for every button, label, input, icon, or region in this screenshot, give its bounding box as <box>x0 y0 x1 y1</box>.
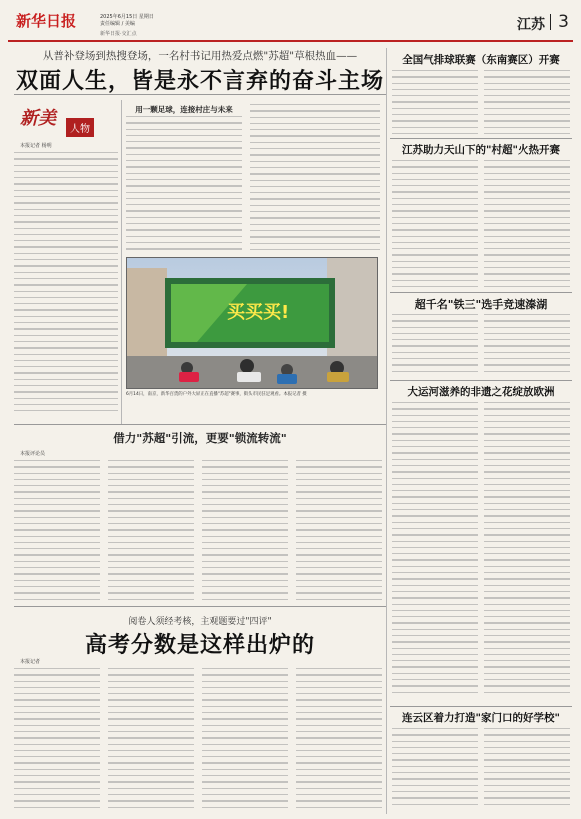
lead-kicker: 从普补登场到热搜登场，一名村书记用热爱点燃"苏超"草根热血—— <box>42 50 358 62</box>
lead-column-2 <box>126 116 242 254</box>
exam-column-2 <box>108 668 194 812</box>
exam-headline[interactable]: 高考分数是这样出炉的 <box>84 632 315 658</box>
banner-text: 买买买! <box>227 302 290 323</box>
street-screen-photo[interactable] <box>126 257 378 389</box>
mid-headline[interactable]: 借力"苏超"引流，更要"锁流转流" <box>113 431 287 445</box>
lead-subhead: 用一颗足球，连接村庄与未来 <box>135 105 233 114</box>
mid-column-4 <box>296 460 382 600</box>
mid-byline: 本报评论员 <box>20 451 46 457</box>
right-story-4-col-2 <box>484 402 570 704</box>
mid-column-3 <box>202 460 288 600</box>
divider <box>390 380 572 381</box>
exam-kicker: 阅卷人须经考核，主观题要过"四评" <box>128 617 272 627</box>
main-column-rule <box>386 48 387 814</box>
right-story-5-col-2 <box>484 728 570 812</box>
exam-column-3 <box>202 668 288 812</box>
right-story-2-headline[interactable]: 江苏助力天山下的"村超"火热开赛 <box>402 144 560 156</box>
divider <box>14 606 386 607</box>
newspaper-logo[interactable]: 新华日报 <box>16 12 77 30</box>
photo-caption: 6月14日，南京，新华百货的户外大屏正在直播"苏超"赛事，街头市民驻足观看。本报记者 摄 <box>126 392 307 397</box>
column-rule <box>121 100 122 424</box>
right-story-3-headline[interactable]: 超千名"铁三"选手竞速溱湖 <box>414 298 548 311</box>
lead-column-3 <box>250 104 380 254</box>
divider <box>14 424 386 425</box>
edition-line: 责任编辑 / 美编 <box>100 21 135 27</box>
lead-column-1 <box>14 152 118 424</box>
issue-date: 2025年6月15日 星期日 <box>100 14 154 20</box>
page-number: 3 <box>558 12 569 32</box>
right-story-2-col-2 <box>484 160 570 292</box>
masthead <box>8 8 573 42</box>
lead-headline[interactable]: 双面人生，皆是永不言弃的奋斗主场 <box>15 68 384 94</box>
badge-label: 人物 <box>66 118 94 137</box>
mid-column-1 <box>14 460 100 600</box>
section-title: 江苏 <box>517 17 545 33</box>
badge-script: 新美 <box>20 108 56 129</box>
right-story-2-col-1 <box>392 160 478 292</box>
right-story-1-col-1 <box>392 70 478 136</box>
right-story-1-headline[interactable]: 全国气排球联赛（东南赛区）开赛 <box>402 54 560 66</box>
right-story-3-col-1 <box>392 314 478 378</box>
right-story-3-col-2 <box>484 314 570 378</box>
divider <box>390 706 572 707</box>
exam-column-1 <box>14 668 100 812</box>
right-story-5-col-1 <box>392 728 478 812</box>
photo-illustration <box>127 258 378 389</box>
right-story-4-headline[interactable]: 大运河滋养的非遗之花绽放欧洲 <box>407 386 555 398</box>
right-story-4-col-1 <box>392 402 478 704</box>
column-badge <box>20 104 116 138</box>
exam-column-4 <box>296 668 382 812</box>
site-line: 新华日报·交汇点 <box>100 31 137 37</box>
divider <box>390 292 572 293</box>
divider <box>390 138 572 139</box>
exam-byline: 本报记者 <box>20 659 41 665</box>
divider <box>14 94 386 95</box>
right-story-5-headline[interactable]: 连云区着力打造"家门口的好学校" <box>402 712 560 724</box>
mid-column-2 <box>108 460 194 600</box>
right-story-1-col-2 <box>484 70 570 136</box>
lead-byline: 本报记者 杨明 <box>20 143 52 149</box>
